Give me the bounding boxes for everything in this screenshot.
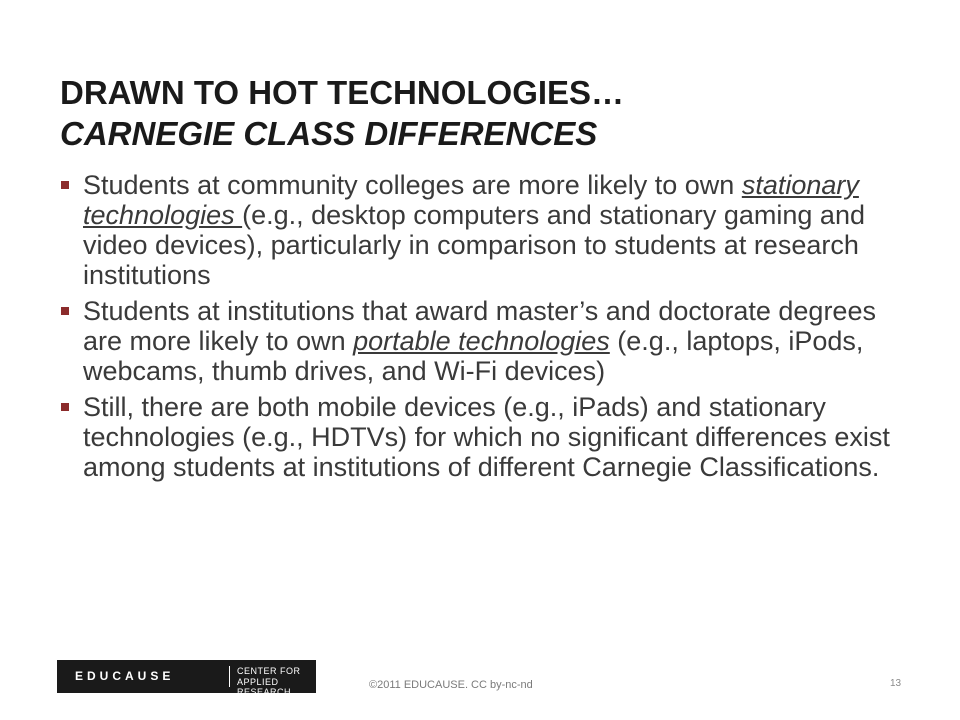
bullet-list [60, 170, 920, 488]
square-bullet-icon [61, 307, 69, 315]
page-number: 13 [890, 678, 902, 689]
bullet-emphasis: stationary technologies [83, 170, 859, 230]
bullet-text-before: Students at institutions that award master’s and doctorate degrees are more likely to own [83, 296, 876, 356]
title-line-1: DRAWN TO HOT TECHNOLOGIES… [60, 74, 625, 111]
bullet-item [60, 392, 920, 482]
bullet-text: Still, there are both mobile devices (e.g., iPads) and stationary technologies (e.g., HDTVs) for which no significant differences exist among students at institutions of different Carnegie Classifications. [83, 392, 890, 482]
bullet-item [60, 170, 920, 290]
bullet-text-after: (e.g., laptops, iPods, webcams, thumb drives, and Wi-Fi devices) [83, 326, 864, 386]
slide-title [60, 72, 920, 154]
educause-logo [57, 660, 316, 697]
bullet-text-after: (e.g., desktop computers and stationary gaming and video devices), particularly in comparison to students at research institutions [83, 200, 865, 290]
logo-divider [229, 666, 230, 687]
logo-subtitle [237, 666, 316, 698]
square-bullet-icon [61, 181, 69, 189]
bullet-text-before: Students at community colleges are more likely to own [83, 170, 742, 200]
copyright-notice: ©2011 EDUCAUSE. CC by-nc-nd [369, 679, 533, 691]
logo-wordmark: EDUCAUSE [75, 669, 175, 683]
logo-subtitle-line-2: APPLIED RESEARCH [237, 676, 292, 697]
logo-subtitle-line-1: CENTER FOR [237, 666, 301, 676]
bullet-emphasis: portable technologies [353, 326, 610, 356]
square-bullet-icon [61, 403, 69, 411]
title-line-2: CARNEGIE CLASS DIFFERENCES [60, 115, 598, 152]
bullet-item [60, 296, 920, 386]
